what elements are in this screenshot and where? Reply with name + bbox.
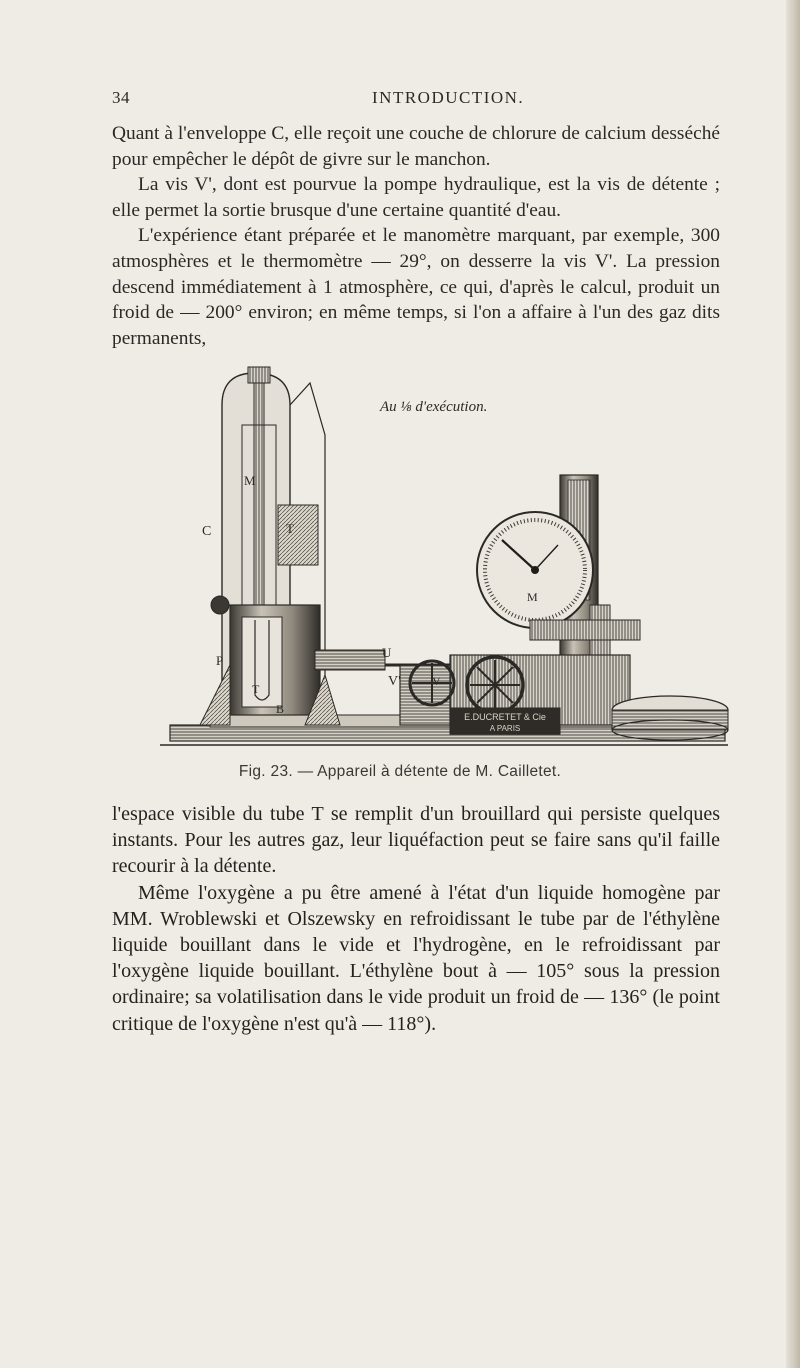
page-number: 34 <box>112 88 130 107</box>
label-b: B <box>276 702 285 716</box>
paragraph: La vis V', dont est pourvue la pompe hydraulique, est la vis de détente ; elle permet la sortie brusque d'une certaine quantité d'eau. <box>112 174 720 221</box>
label-u: U <box>382 645 392 660</box>
running-head: INTRODUCTION. <box>372 88 525 107</box>
apparatus-engraving <box>150 365 730 760</box>
label-v-prime: V' <box>388 674 401 689</box>
maker-plate-line-2: A PARIS <box>489 724 521 733</box>
figure-cailletet-apparatus <box>150 365 730 760</box>
paragraph: L'expérience étant préparée et le manomètre marquant, par exemple, 300 atmosphères et le thermomètre — 29°, on desserre la vis V'. La pression descend immédiatement à 1 atmosphère, ce qui, d'après le calcul, produit un froid de — 200° environ; en même temps, si l'on a affaire à l'un des gaz dits permanents, <box>112 225 720 349</box>
label-v: V <box>432 674 441 688</box>
label-manometer: M <box>527 590 538 604</box>
label-p: P <box>216 653 224 668</box>
paragraph: l'espace visible du tube T se remplit d'un brouillard qui persiste quelques instants. Pour les autres gaz, leur liquéfaction peut se faire sans qu'il faille recourir à la détente. <box>112 803 720 878</box>
label-m: M <box>244 473 256 488</box>
maker-plate-line-1: E.DUCRETET & Cie <box>464 712 546 722</box>
scale-note: Au ⅛ d'exécution. <box>380 399 488 415</box>
page-header <box>112 88 712 112</box>
label-t-lower: T <box>252 682 260 696</box>
paragraph: Même l'oxygène a pu être amené à l'état d'un liquide homogène par MM. Wroblewski et Olszewsky en refroidissant le tube par de l'éthylène liquide bouillant dans le vide et l'hydrogène, en le refroidissant par l'oxygène liquide bouillant. L'éthylène bout à — 105° sous la pression ordinaire; sa volatilisation dans le vide produit un froid de — 136° (le point critique de l'oxygène n'est qu'à — 118°). <box>112 881 720 1035</box>
text-block-top <box>112 121 720 351</box>
label-t-upper: T <box>286 521 294 536</box>
text-block-bottom <box>112 801 720 1037</box>
page-edge-shadow <box>786 0 800 1368</box>
figure-caption: Fig. 23. — Appareil à détente de M. Cailletet. <box>238 763 562 780</box>
label-c: C <box>202 524 212 539</box>
paragraph: Quant à l'enveloppe C, elle reçoit une couche de chlorure de calcium desséché pour empêcher le dépôt de givre sur le manchon. <box>112 123 720 170</box>
